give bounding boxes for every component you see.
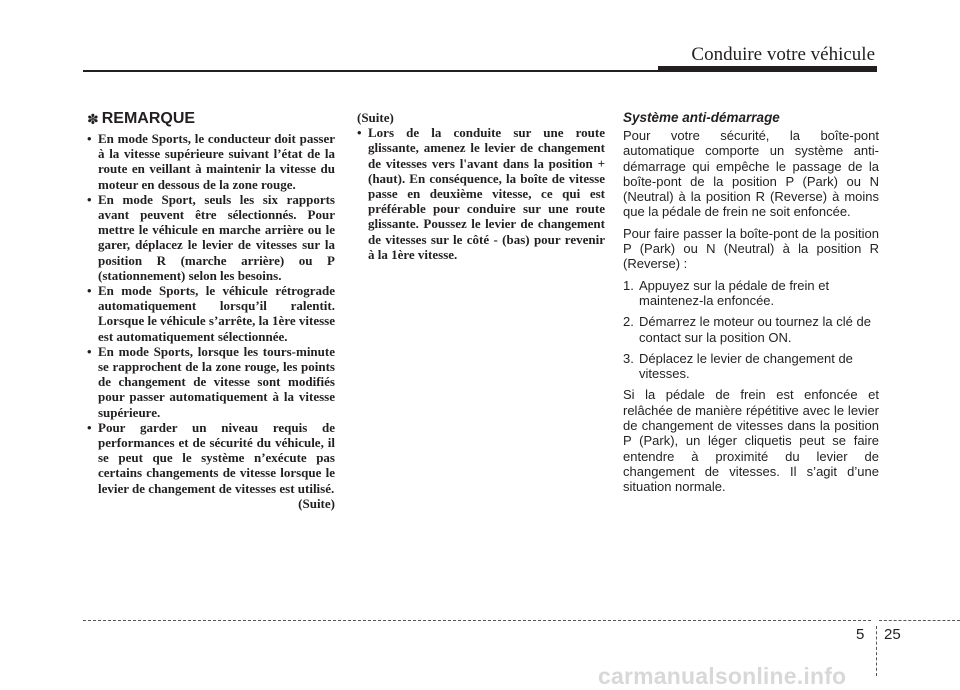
section-title: Système anti-démarrage (623, 110, 780, 125)
paragraph: Pour faire passer la boîte-pont de la position P (Park) ou N (Neutral) à la position R (Reverse) : (623, 225, 879, 272)
bullet-icon: • (87, 191, 92, 207)
footer-divider (876, 626, 877, 676)
bullet-icon: • (87, 419, 92, 435)
asterisk-icon: ✽ (87, 111, 99, 127)
immobilizer-column (623, 110, 879, 501)
note-column (87, 110, 335, 511)
list-item: • En mode Sports, lorsque les tours-minute se rapprochent de la zone rouge, les points de changement de vitesse sont modifiés pour passer automatiquement à la vitesse supérieure. (87, 343, 335, 420)
steps-list (623, 278, 879, 382)
list-item: 2. Démarrez le moteur ou tournez la clé de contact sur la position ON. (623, 314, 871, 345)
paragraph: Pour votre sécurité, la boîte-pont automatique comporte un système anti-démarrage qui empêche le passage de la boîte-pont de la position P (Park) ou N (Neutral) à la position R (Reverse) à moins que la pédale de frein ne soit enfoncée. (623, 128, 879, 220)
page-number: 25 (884, 626, 901, 643)
note-continued-column (357, 110, 605, 262)
note-list (87, 131, 335, 496)
list-item: • En mode Sports, le véhicule rétrograde automatiquement lorsqu’il ralentit. Lorsque le véhicule s’arrête, la 1ère vitesse est automatiquement sélectionnée. (87, 283, 335, 344)
header-rule (83, 70, 658, 72)
paragraph: Si la pédale de frein est enfoncée et relâchée de manière répétitive avec le levier de changement de vitesses dans la position P (Park), un léger cliquetis peut se faire entendre à proximité du levier de changement de vitesses. Il s’agit d’une situation normale. (623, 387, 879, 495)
list-item: • Pour garder un niveau requis de performances et de sécurité du véhicule, il se peut que le système n’exécute pas certains changements de vitesse lorsque le levier de changement de vitesses est utilisé. (87, 419, 335, 496)
bullet-icon: • (87, 131, 92, 146)
note-list (357, 125, 605, 262)
footer-rule (83, 620, 871, 621)
list-item: • En mode Sport, seuls les six rapports avant peuvent être sélectionnés. Pour mettre le véhicule en marche arrière ou le garer, déplacez le levier de vitesses sur la position R (marche arrière) ou P (stationnement) selon les besoins. (87, 191, 335, 283)
chapter-number: 5 (856, 626, 865, 643)
note-heading (87, 110, 335, 128)
header-rule-accent (658, 66, 877, 72)
bullet-icon: • (357, 125, 362, 141)
list-item: • En mode Sports, le conducteur doit passer à la vitesse supérieure suivant l’état de la route en veillant à maintenir la vitesse du moteur en dessous de la zone rouge. (87, 131, 335, 192)
list-item: 1. Appuyez sur la pédale de frein et maintenez-la enfoncée. (623, 277, 830, 308)
page-header-title: Conduire votre véhicule (691, 44, 875, 65)
list-item: • Lors de la conduite sur une route glissante, amenez le levier de changement de vitesses vers l'avant dans la position +(haut). En conséquence, la boîte de vitesse passe en deuxième vitesse, ce qui est préférable pour conduire sur une route glissante. Poussez le levier de changement de vitesses sur le côté - (bas) pour revenir à la 1ère vitesse. (357, 125, 605, 262)
continued-label: (Suite) (298, 495, 335, 511)
watermark: carmanualsonline.info (598, 663, 847, 689)
bullet-icon: • (87, 283, 92, 299)
footer-rule (879, 620, 960, 621)
note-title: REMARQUE (101, 110, 196, 127)
continued-label: (Suite) (357, 110, 394, 125)
bullet-icon: • (87, 343, 92, 359)
list-item: 3. Déplacez le levier de changement de vitesses. (623, 350, 853, 382)
